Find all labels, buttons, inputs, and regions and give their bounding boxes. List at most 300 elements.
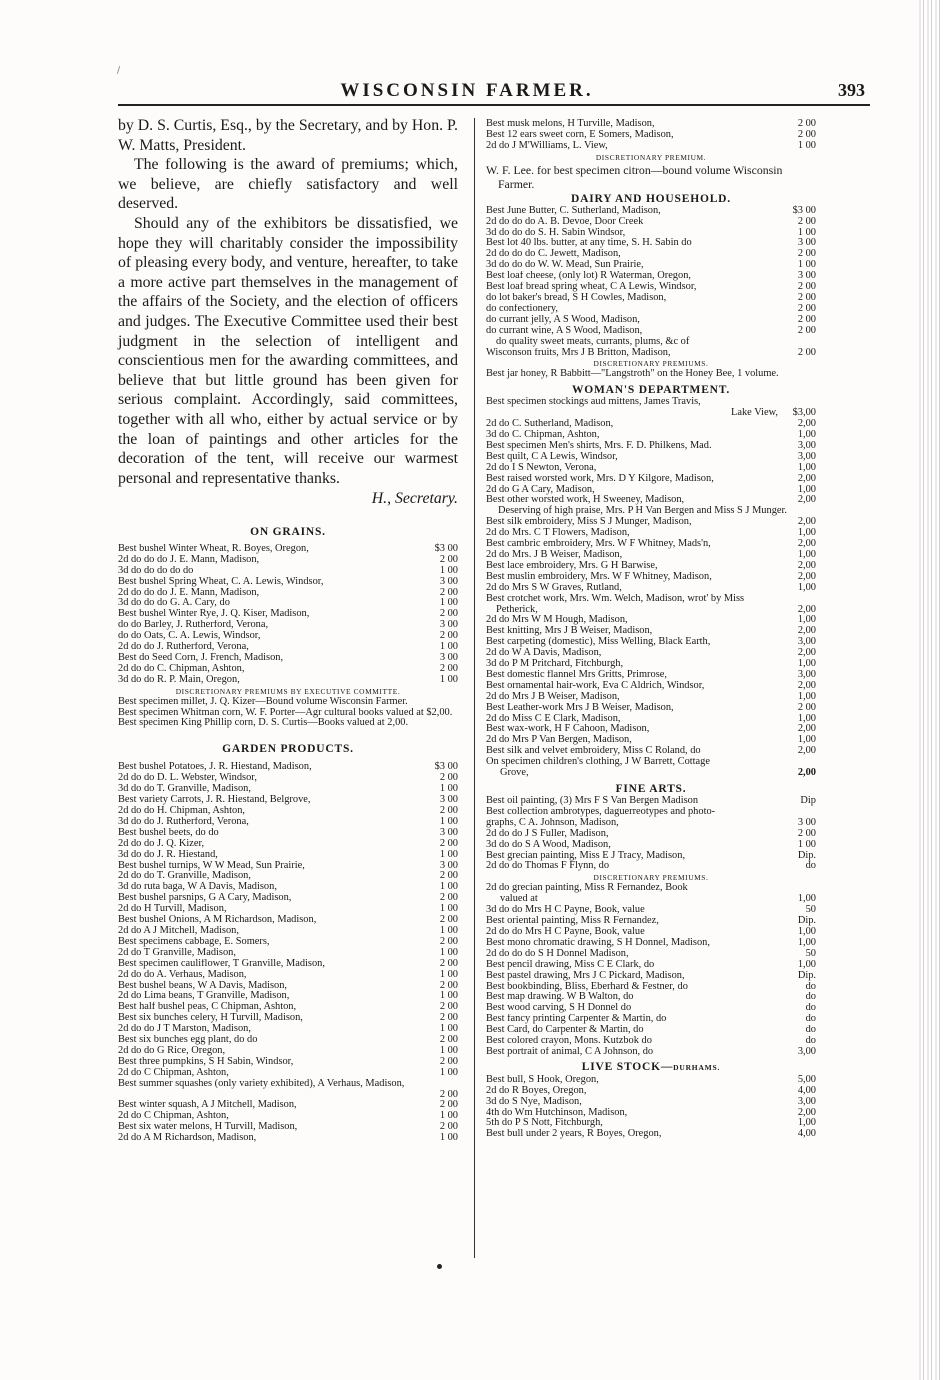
award-value: 2 00 [797,215,816,227]
section-heading-fine-arts: FINE ARTS. [615,783,687,796]
award-value: 3 00 [797,270,816,282]
award-entry [118,675,458,686]
award-text: 2d do Miss C E Clark, Madison, [486,713,621,724]
award-text: 3d do do Mrs H C Payne, Book, value [486,905,645,916]
award-entry [486,1025,816,1036]
garden-list-continued [118,1100,458,1144]
award-value: 2 00 [797,827,816,839]
award-entry [486,217,816,228]
award-value: Dip. [797,969,816,981]
award-entry [118,828,458,839]
award-value: 2 00 [439,914,458,926]
award-value: 2 00 [439,870,458,882]
award-entry [118,981,458,992]
award-value: 2,00 [797,679,816,691]
award-entry [486,260,816,271]
award-text: 2d do A J Mitchell, Madison, [118,925,239,936]
award-entry [486,282,816,293]
award-entry [118,1122,458,1133]
grains-list [118,544,458,686]
award-text: 2d do Mrs. C T Flowers, Madison, [486,528,630,539]
award-text: Best specimen stockings aud mittens, James Travis, [486,396,701,408]
award-value: Dip. [797,915,816,927]
fine-arts-list [486,818,816,873]
award-text: 3d do do do W. W. Mead, Sun Prairie, [486,260,644,271]
award-entry [486,724,816,735]
award-value: 2 00 [797,701,816,713]
discretionary-item: Best jar honey, R Babbitt—"Langstroth" on the Honey Bee, 1 volume. [486,368,779,380]
award-value: 1 00 [439,1066,458,1078]
award-text: 5th do P S Nott, Fitchburgh, [486,1118,603,1129]
fine-arts-list-2 [486,905,816,1058]
award-text: 2d do do J. Q. Kizer, [118,838,205,849]
award-text: Best wood carving, S H Donnel do [486,1003,632,1014]
page-number: 393 [838,80,865,100]
dairy-list [486,206,816,337]
award-text: Best other worsted work, H Sweeney, Madison, [486,495,685,506]
award-text: On specimen children's clothing, J W Barrett, Cottage [486,756,710,768]
award-text: Best June Butter, C. Sutherland, Madison, [486,205,661,216]
award-value: 1,00 [797,925,816,937]
award-text: Best grecian painting, Miss E J Tracy, Madison, [486,850,686,861]
award-value: 3,00 [797,668,816,680]
award-text: 2d do Lima beans, T Granville, Madison, [118,991,290,1002]
award-entry [118,1046,458,1057]
award-value: 3,00 [797,1095,816,1107]
award-text: Best bushel beets, do do [118,827,219,838]
livestock-subheading: DURHAMS. [673,1062,721,1072]
award-text: Best quilt, C A Lewis, Windsor, [486,451,618,462]
award-text: 2d do do T. Granville, Madison, [118,871,251,882]
award-text: Best wax-work, H F Cahoon, Madison, [486,724,650,735]
award-text: 3d do do S A Wood, Madison, [486,839,611,850]
award-entry [486,430,816,441]
award-entry [118,882,458,893]
award-text: 2d do Mrs P Van Bergen, Madison, [486,735,632,746]
award-text: do confectionery, [486,303,559,314]
award-value: 2 00 [439,935,458,947]
discretionary-item: Best specimen King Phillip corn, D. S. Curtis—Books valued at 2,00. [118,717,409,729]
award-value: 2 00 [439,1088,458,1100]
award-text: 2d do do D. L. Webster, Windsor, [118,773,257,784]
award-entry [118,871,458,882]
award-value: 3 00 [439,619,458,631]
award-entry [118,915,458,926]
award-entry [118,839,458,850]
award-entry [486,894,816,905]
award-value: 1,00 [797,549,816,560]
discretionary-heading: DISCRETIONARY PREMIUM. [595,152,707,162]
award-entry [118,1013,458,1024]
award-text: 2d do do do J. E. Mann, Madison, [118,587,260,598]
award-text: Best bushel beans, W A Davis, Madison, [118,980,288,991]
award-value: 1,00 [797,483,816,495]
award-value: 2 00 [439,979,458,991]
discretionary-item: W. F. Lee. for best specimen citron—bound volume Wisconsin Farmer. [486,162,783,191]
award-text: Best six bunches celery, H Turvill, Madison, [118,1013,303,1024]
award-text: 2d do W A Davis, Madison, [486,648,602,659]
award-entry [486,1086,816,1097]
award-value: 2 00 [797,302,816,314]
womens-list-3 [486,615,816,757]
award-value: 1 00 [439,924,458,936]
award-text: Best do Seed Corn, J. French, Madison, [118,652,284,663]
award-text: Best specimen Men's shirts, Mrs. F. D. Philkens, Mad. [486,440,712,451]
award-value: 2 00 [439,586,458,598]
header-rule [118,104,870,106]
award-text: Best colored crayon, Mons. Kutzbok do [486,1036,652,1047]
award-entry [118,1133,458,1144]
womens-list-2 [486,517,816,593]
garden-list [118,762,458,1078]
award-entry [486,238,816,249]
award-text: Best summer squashes (only variety exhibited), A Verhaus, Madison, [118,1078,405,1089]
award-entry [486,528,816,539]
award-text: Best bull under 2 years, R Boyes, Oregon, [486,1129,662,1140]
award-entry [118,904,458,915]
award-entry [486,1036,816,1047]
award-text: 2d do Mrs J B Weiser, Madison, [486,691,620,702]
intro-paragraph: The following is the award of premiums; which, we believe, are chiefly satisfactory and well deserved. [118,156,458,213]
running-header: WISCONSIN FARMER. [340,80,594,101]
award-value: 3 00 [797,816,816,828]
award-text: Best specimen cauliflower, T Granville, Madison, [118,958,325,969]
award-value: 2 00 [439,1034,458,1046]
award-text: 3d do S Nye, Madison, [486,1096,582,1107]
award-value: 2,00 [797,723,816,735]
award-entry [486,637,816,648]
award-text: Best bull, S Hook, Oregon, [486,1074,599,1085]
award-text: Best bushel parsnips, G A Cary, Madison, [118,893,292,904]
award-entry [486,905,816,916]
award-entry [486,206,816,217]
award-text: Best crotchet work, Mrs. Wm. Welch, Madison, wrot' by Miss Petherick, [486,593,745,615]
award-value: 1,00 [797,734,816,746]
award-value: 2 00 [797,118,816,129]
award-value: 2,00 [797,516,816,528]
award-value: $3,00 [792,407,816,419]
award-entry [486,293,816,304]
award-text: Best lace embroidery, Mrs. G H Barwise, [486,560,658,571]
award-text: Lake View, [731,408,778,419]
award-value: 2,00 [797,418,816,430]
award-value: 1,00 [797,712,816,724]
award-entry [486,829,816,840]
award-value: 2,00 [797,538,816,550]
award-value: 2,00 [797,603,816,615]
award-value: $3 00 [434,761,458,773]
award-value: 2 00 [797,324,816,336]
discretionary-item: Best specimen millet, J. Q. Kizer—Bound volume Wisconsin Farmer. [118,695,408,707]
award-text: Best six water melons, H Turvill, Madison, [118,1122,298,1133]
award-value: 3 00 [439,859,458,871]
discretionary-heading: DISCRETIONARY PREMIUMS BY EXECUTIVE COMMITTE. [175,686,401,696]
award-value: 2,00 [797,472,816,484]
award-value: 2,00 [797,559,816,571]
award-entry [486,615,816,626]
award-value: do [805,980,816,992]
award-text: do currant wine, A S Wood, Madison, [486,325,643,336]
award-value: 1,00 [797,614,816,626]
section-heading-garden: GARDEN PRODUCTS. [222,743,354,756]
award-text: 2d do C Chipman, Ashton, [118,1067,229,1078]
award-entry [118,784,458,795]
award-text: Grove, [500,768,529,779]
award-entry [118,1111,458,1122]
award-entry [486,1129,816,1140]
award-entry [486,315,816,326]
award-text: 2d do do A. Verhaus, Madison, [118,969,247,980]
award-text: Best pencil drawing, Miss C E Clark, do [486,959,655,970]
award-text: 2d do C Chipman, Ashton, [118,1111,229,1122]
award-entry [486,768,816,779]
award-value: 2 00 [439,608,458,620]
award-text: 2d do do do S H Donnel Madison, [486,948,629,959]
award-text: 2d do do do J. E. Mann, Madison, [118,554,260,565]
award-entry [486,735,816,746]
award-entry [486,452,816,463]
award-value: do [805,991,816,1003]
award-value: 1 00 [797,139,816,151]
award-entry [486,681,816,692]
award-entry [486,960,816,971]
page-edge [919,0,943,1380]
award-text: Best bushel Spring Wheat, C. A. Lewis, Windsor, [118,576,324,587]
award-entry [118,1002,458,1013]
award-entry [486,692,816,703]
award-entry [486,561,816,572]
intro-text [118,116,458,509]
award-entry [486,474,816,485]
award-value: 1 00 [439,990,458,1002]
award-value: 1 00 [439,564,458,576]
award-text: 2d do H Turvill, Madison, [118,904,227,915]
page-bullet [437,1264,442,1269]
section-heading-womens: WOMAN'S DEPARTMENT. [571,384,731,397]
award-text: do lot baker's bread, S H Cowles, Madison, [486,292,667,303]
award-text: 4th do Wm Hutchinson, Madison, [486,1107,628,1118]
award-text: 2d do grecian painting, Miss R Fernandez, Book [486,882,688,894]
womens-list [486,419,816,506]
award-entry [486,594,816,616]
award-value: 2 00 [439,1121,458,1133]
award-value: 2 00 [439,1001,458,1013]
award-text: 2d do J M'Williams, L. View, [486,140,608,151]
award-value: 1,00 [797,527,816,539]
award-value: 2 00 [439,957,458,969]
award-entry [486,1097,816,1108]
award-entry [118,588,458,599]
award-text: 2d do do Mrs H C Payne, Book, value [486,926,645,937]
award-text: Best three pumpkins, S H Sabin, Windsor, [118,1056,294,1067]
award-text: do do Barley, J. Rutherford, Verona, [118,620,269,631]
award-value: 2 00 [439,837,458,849]
award-text: 3d do ruta baga, W A Davis, Madison, [118,882,277,893]
award-entry [486,1014,816,1025]
award-entry [118,937,458,948]
award-value: do [805,860,816,872]
award-text: Best map drawing. W B Walton, do [486,992,634,1003]
award-text: 2d do do Thomas F Flynn, do [486,861,610,872]
award-value: 2 00 [439,1055,458,1067]
award-entry [486,419,816,430]
award-value: 1 00 [797,838,816,850]
award-entry [486,1108,816,1119]
award-entry [118,817,458,828]
award-value: 1,00 [797,461,816,473]
award-entry [486,141,816,152]
award-entry [486,1118,816,1129]
award-text: 3d do do J. Rutherford, Verona, [118,816,249,827]
award-entry [486,840,816,851]
award-entry [486,550,816,561]
award-value: 1 00 [797,226,816,238]
award-value: 1 00 [439,881,458,893]
award-text: Best oriental painting, Miss R Fernandez, [486,916,659,927]
section-heading-grains: ON GRAINS. [250,525,326,538]
award-entry [486,463,816,474]
award-text: 2d do do J. Rutherford, Verona, [118,642,249,653]
award-value: 2,00 [797,625,816,637]
award-value: do [805,1024,816,1036]
award-entry [486,517,816,528]
award-value: 2 00 [439,630,458,642]
award-entry [118,1079,458,1101]
award-value: 1 00 [439,1132,458,1144]
award-text: Best silk embroidery, Miss S J Munger, Madison, [486,517,692,528]
award-value: 1,00 [797,958,816,970]
award-entry [486,670,816,681]
award-entry [486,326,816,337]
award-value: 3,00 [797,450,816,462]
award-entry [486,408,816,419]
award-value: 1 00 [439,641,458,653]
award-entry [118,893,458,904]
award-text: Best loaf bread spring wheat, C A Lewis, Windsor, [486,282,697,293]
discretionary-item: Best specimen Whitman corn, W. F. Porter—Agr cultural books valued at $2,00. [118,706,453,718]
livestock-list [486,1075,816,1140]
award-value: do [805,1002,816,1014]
award-text: do currant jelly, A S Wood, Madison, [486,314,640,325]
award-entry [118,806,458,817]
award-text: 2d do do G Rice, Oregon, [118,1045,226,1056]
award-text: do do Oats, C. A. Lewis, Windsor, [118,631,261,642]
award-entry [118,566,458,577]
award-text: Best domestic flannel Mrs Gritts, Primrose, [486,669,667,680]
award-entry [486,1047,816,1058]
award-entry [118,850,458,861]
award-text: 2d do T Granville, Madison, [118,947,236,958]
award-entry [486,485,816,496]
award-entry [486,348,816,359]
award-text: 3d do P M Pritchard, Fitchburgh, [486,659,624,670]
award-text: valued at [500,894,538,905]
intro-paragraph: Should any of the exhibitors be dissatisfied, we hope they will charitably consider the impossibility of pleasing every body, and venture, hereafter, to take a more active part themselves in the management of the affairs of the Society, and the election of officers and judges. The Executive Committee used their best judgment in the selection of intelligent and conscientious men for the awarding committees, and believe that but little ground has been given for serious complaint. Accordingly, said committees, together with all who, either by actual service or by the loan of paintings and other articles for the decoration of the tent, will receive our warmest personal and representative thanks. [118,214,458,487]
award-text: 3d do do do S. H. Sabin Windsor, [486,227,626,238]
award-text: 2d do Mrs S W Graves, Rutland, [486,582,622,593]
award-value: 1 00 [439,1044,458,1056]
award-text: Best raised worsted work, Mrs. D Y Kilgore, Madison, [486,473,714,484]
award-value: 2,00 [797,767,816,779]
award-value: 2 00 [439,1099,458,1111]
award-value: 2 00 [797,248,816,260]
award-text: Best bushel Winter Wheat, R. Boyes, Oregon, [118,543,309,554]
award-entry [486,971,816,982]
award-value: 2 00 [439,553,458,565]
award-text: Best muslin embroidery, Mrs. W F Whitney, Madison, [486,571,712,582]
award-value: 2 00 [797,346,816,358]
award-value: 1 00 [439,946,458,958]
award-text: Best Card, do Carpenter & Martin, do [486,1025,644,1036]
award-text: 2d do do C. Chipman, Ashton, [118,663,245,674]
award-entry [118,1035,458,1046]
award-entry [486,938,816,949]
award-text: 2d do A M Richardson, Madison, [118,1133,257,1144]
award-entry [486,659,816,670]
right-column [486,119,816,1140]
award-text: 2d do I S Newton, Verona, [486,462,597,473]
award-entry [118,948,458,959]
award-entry [118,1024,458,1035]
award-entry [118,795,458,806]
award-value: 4,00 [797,1084,816,1096]
award-value: 3 00 [439,794,458,806]
award-entry [486,304,816,315]
award-value: 1 00 [439,848,458,860]
award-value: 1,00 [797,658,816,670]
discretionary-heading: DISCRETIONARY PREMIUMS. [593,359,709,369]
award-text: graphs, C A. Johnson, Madison, [486,817,619,828]
award-entry [118,555,458,566]
award-entry [118,642,458,653]
left-column [118,116,458,1144]
award-text: Best loaf cheese, (only lot) R Waterman, Oregon, [486,271,691,282]
award-value: 2 00 [797,128,816,140]
award-text: Best bushel Potatoes, J. R. Hiestand, Madison, [118,762,312,773]
award-value: 2 00 [439,772,458,784]
award-text: Best pastel drawing, Mrs J C Pickard, Madison, [486,970,685,981]
award-value: 3,00 [797,1045,816,1057]
award-text: Best winter squash, A J Mitchell, Madison, [118,1100,297,1111]
award-entry [118,620,458,631]
award-value: 2,00 [797,570,816,582]
award-text: 2d do do J T Marston, Madison, [118,1024,251,1035]
award-entry [486,1075,816,1086]
award-entry [118,577,458,588]
award-value: 1 00 [439,1110,458,1122]
award-value: 1 00 [797,259,816,271]
award-value: Dip [800,795,816,807]
award-value: 3 00 [439,575,458,587]
award-entry [118,1068,458,1079]
award-value: 3 00 [797,237,816,249]
award-text: 2d do do J S Fuller, Madison, [486,828,609,839]
award-text: Best lot 40 lbs. butter, at any time, S. H. Sabin do [486,238,692,249]
melon-list [486,119,816,152]
award-value: 4,00 [797,1128,816,1140]
award-value: 2 00 [439,1012,458,1024]
award-value: 1,00 [797,893,816,905]
award-text: Best portrait of animal, C A Johnson, do [486,1046,654,1057]
award-entry [118,653,458,664]
award-text: Best collection ambrotypes, daguerreotypes and photo- [486,805,716,817]
award-value: 1,00 [797,690,816,702]
column-rule [474,118,475,1258]
award-entry [118,598,458,609]
award-value: 1 00 [439,815,458,827]
award-entry [486,992,816,1003]
award-text: 3d do do do G. A. Cary, do [118,598,230,609]
